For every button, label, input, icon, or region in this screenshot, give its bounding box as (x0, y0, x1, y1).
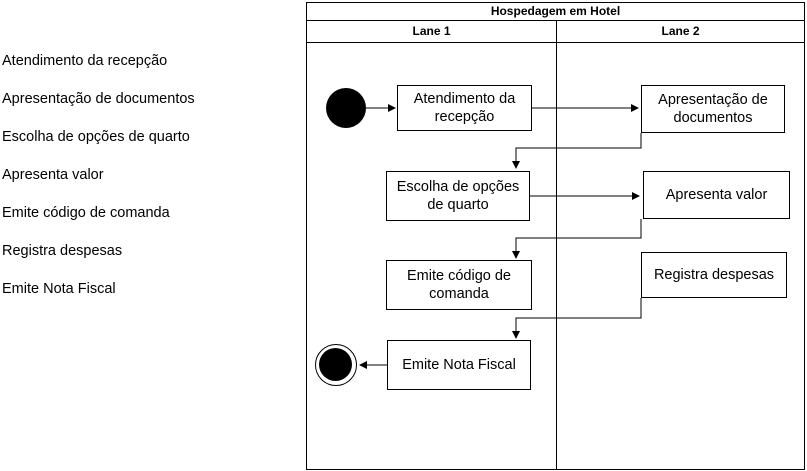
edge-apresentacao-to-escolha[interactable] (516, 133, 641, 168)
activity-apresentacao-documentos[interactable]: Apresentação de documentos (641, 85, 785, 133)
activity-atendimento-recepcao[interactable]: Atendimento da recepção (397, 85, 532, 131)
list-item: Registra despesas (2, 243, 123, 259)
edge-despesas-to-nota[interactable] (516, 298, 641, 338)
activity-apresenta-valor[interactable]: Apresenta valor (643, 171, 790, 219)
activity-registra-despesas[interactable]: Registra despesas (641, 252, 787, 298)
end-node[interactable] (315, 344, 357, 386)
list-item: Apresentação de documentos (2, 91, 195, 107)
edge-valor-to-comanda[interactable] (516, 219, 641, 258)
end-node-core (319, 348, 352, 381)
start-node[interactable] (326, 88, 366, 128)
list-item: Atendimento da recepção (2, 53, 168, 69)
pool-title[interactable]: Hospedagem em Hotel (307, 3, 804, 21)
lane-2-title[interactable]: Lane 2 (557, 21, 804, 43)
list-item: Escolha de opções de quarto (2, 129, 190, 145)
list-item: Apresenta valor (2, 167, 104, 183)
lane-1-title[interactable]: Lane 1 (307, 21, 556, 43)
list-item: Emite código de comanda (2, 205, 170, 221)
activity-escolha-opcoes-quarto[interactable]: Escolha de opções de quarto (386, 171, 530, 221)
activity-emite-codigo-comanda[interactable]: Emite código de comanda (386, 260, 532, 310)
list-item: Emite Nota Fiscal (2, 281, 116, 297)
activity-emite-nota-fiscal[interactable]: Emite Nota Fiscal (387, 340, 531, 390)
